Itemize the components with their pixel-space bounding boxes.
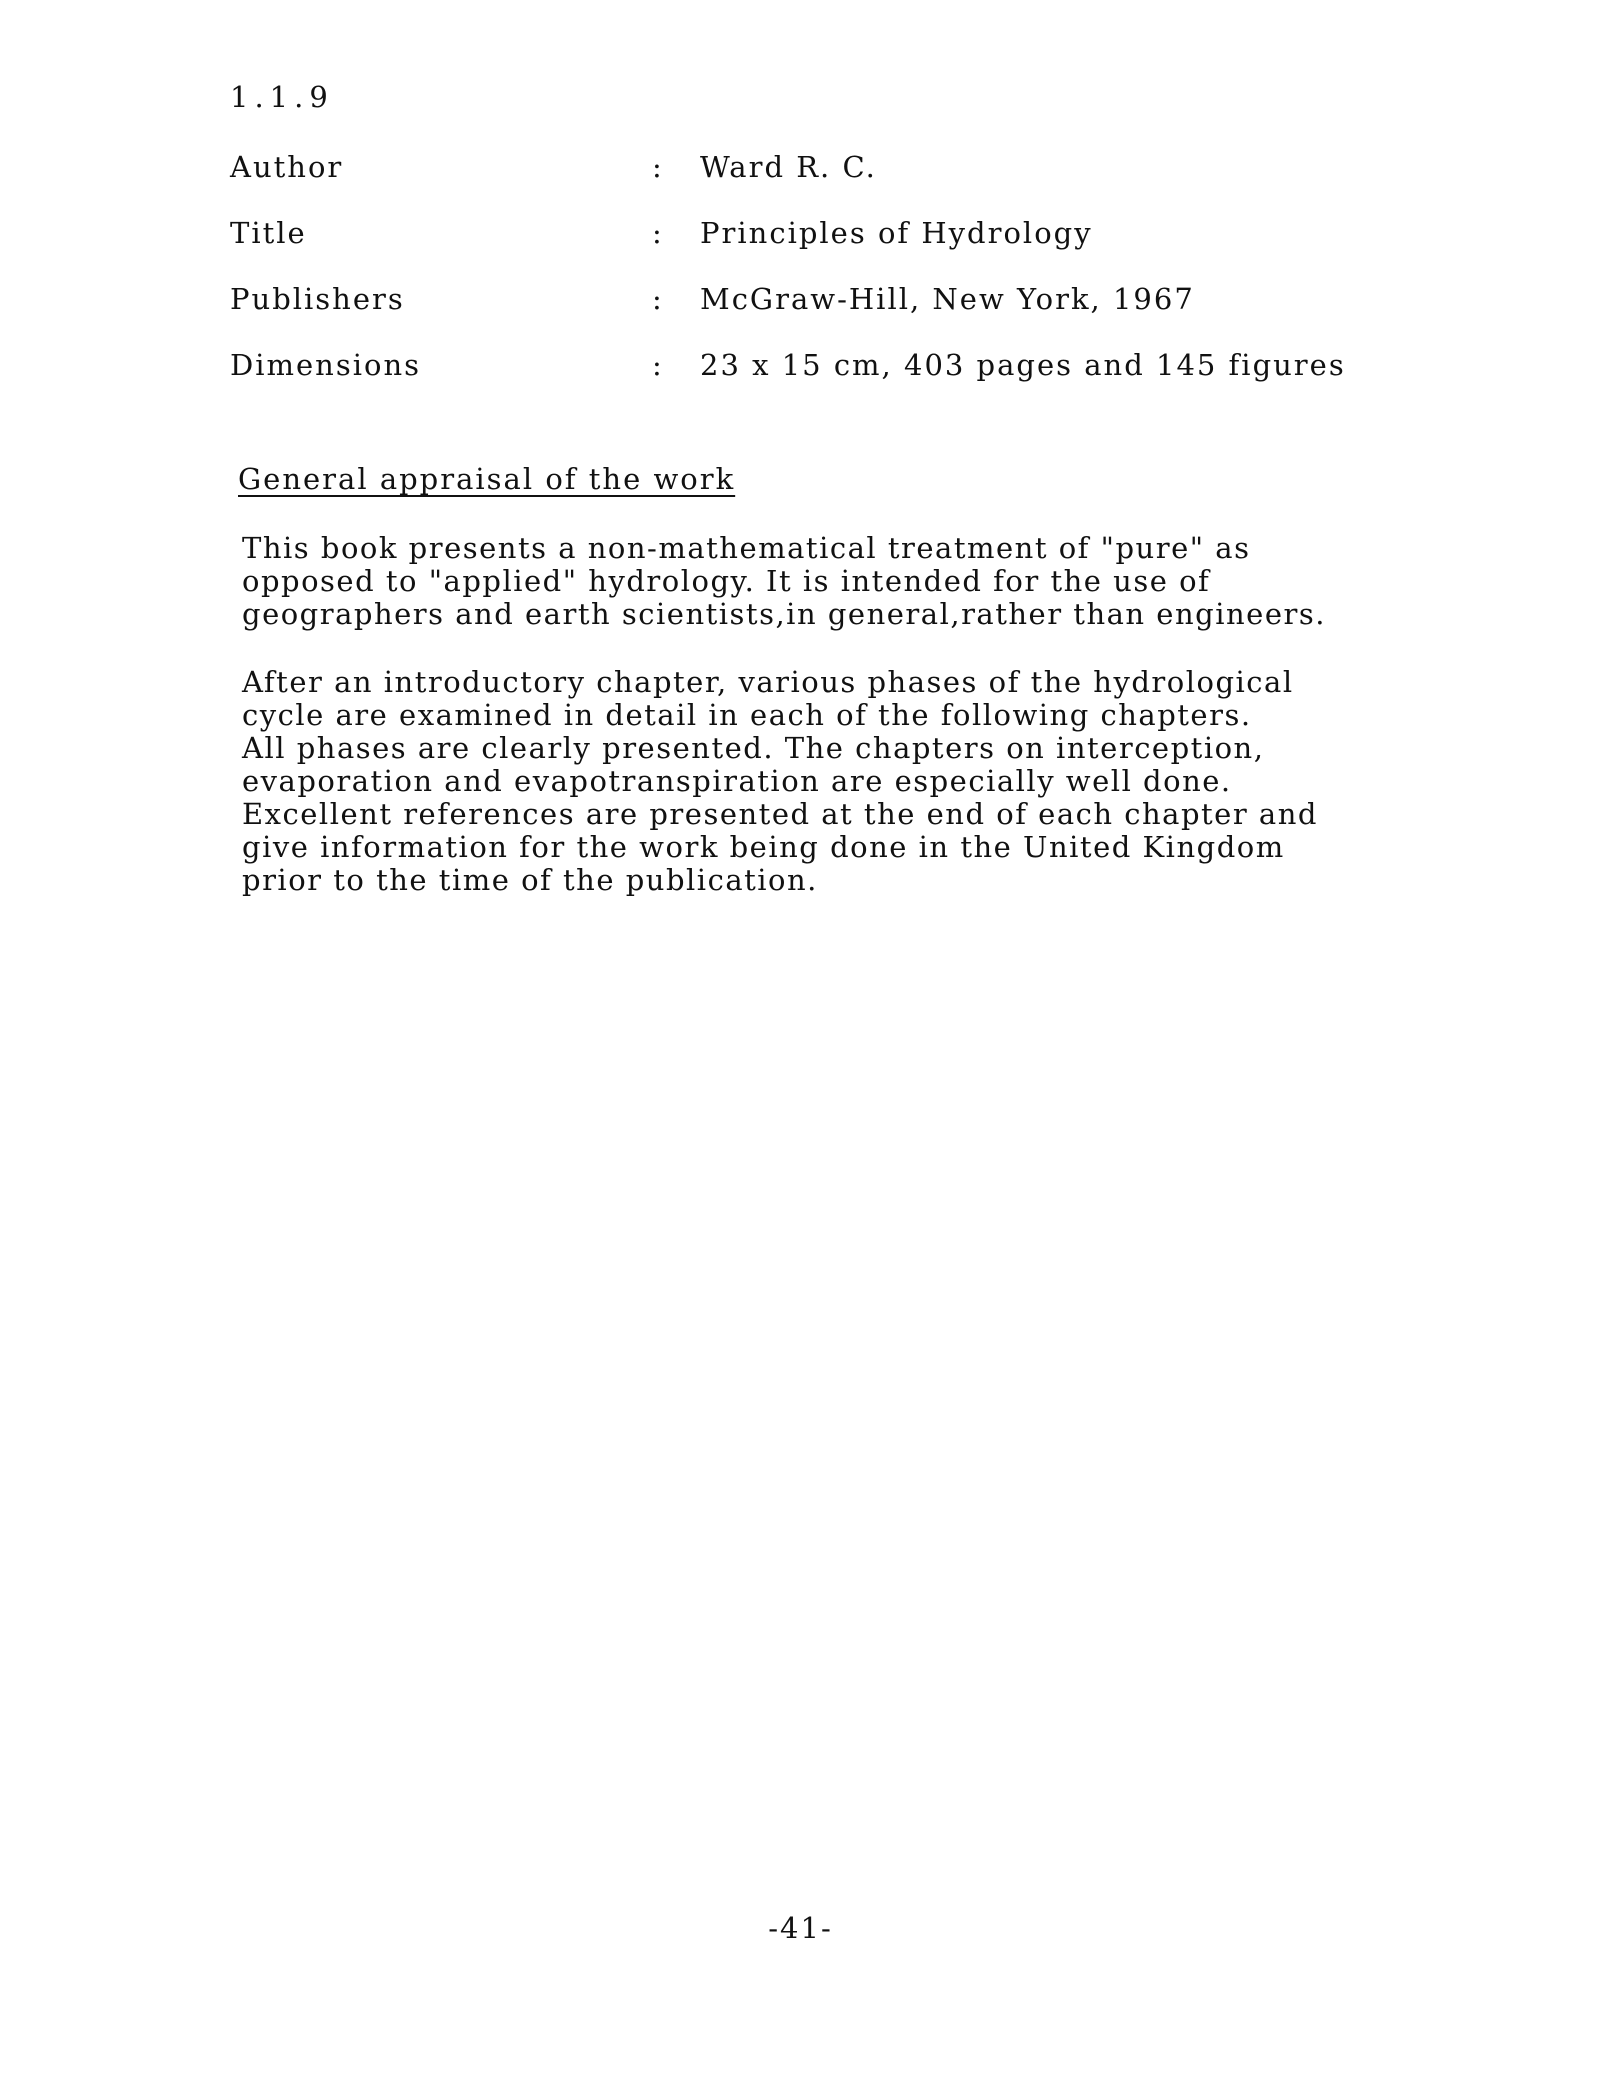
publishers-label: Publishers — [230, 282, 405, 316]
title-label: Title — [230, 216, 307, 250]
author-label: Author — [230, 150, 344, 184]
author-value: Ward R. C. — [700, 150, 877, 184]
page-number: -41- — [768, 1911, 833, 1945]
author-separator: : — [652, 150, 664, 184]
title-separator: : — [652, 216, 664, 250]
dimensions-label: Dimensions — [230, 348, 422, 382]
appraisal-heading: General appraisal of the work — [238, 462, 736, 496]
dimensions-separator: : — [652, 348, 664, 382]
appraisal-paragraph-1: This book presents a non-mathematical treatment of "pure" as opposed to "applied" hydrology. It is intended for the use of geographers and earth scientists,in general,rather than engineers. — [242, 531, 1326, 631]
section-number: 1.1.9 — [230, 80, 334, 114]
publishers-separator: : — [652, 282, 664, 316]
appraisal-paragraph-2: After an introductory chapter, various phases of the hydrological cycle are examined in detail in each of the following chapters. All phases are clearly presented. The chapters on interception, evaporation and evapotranspiration are especially well done. Excellent references are presented at the end of each chapter and give information for the work being done in the United Kingdom prior to the time of the publication. — [242, 665, 1318, 897]
dimensions-value: 23 x 15 cm, 403 pages and 145 figures — [700, 348, 1346, 382]
title-value: Principles of Hydrology — [700, 216, 1093, 250]
publishers-value: McGraw-Hill, New York, 1967 — [700, 282, 1195, 316]
